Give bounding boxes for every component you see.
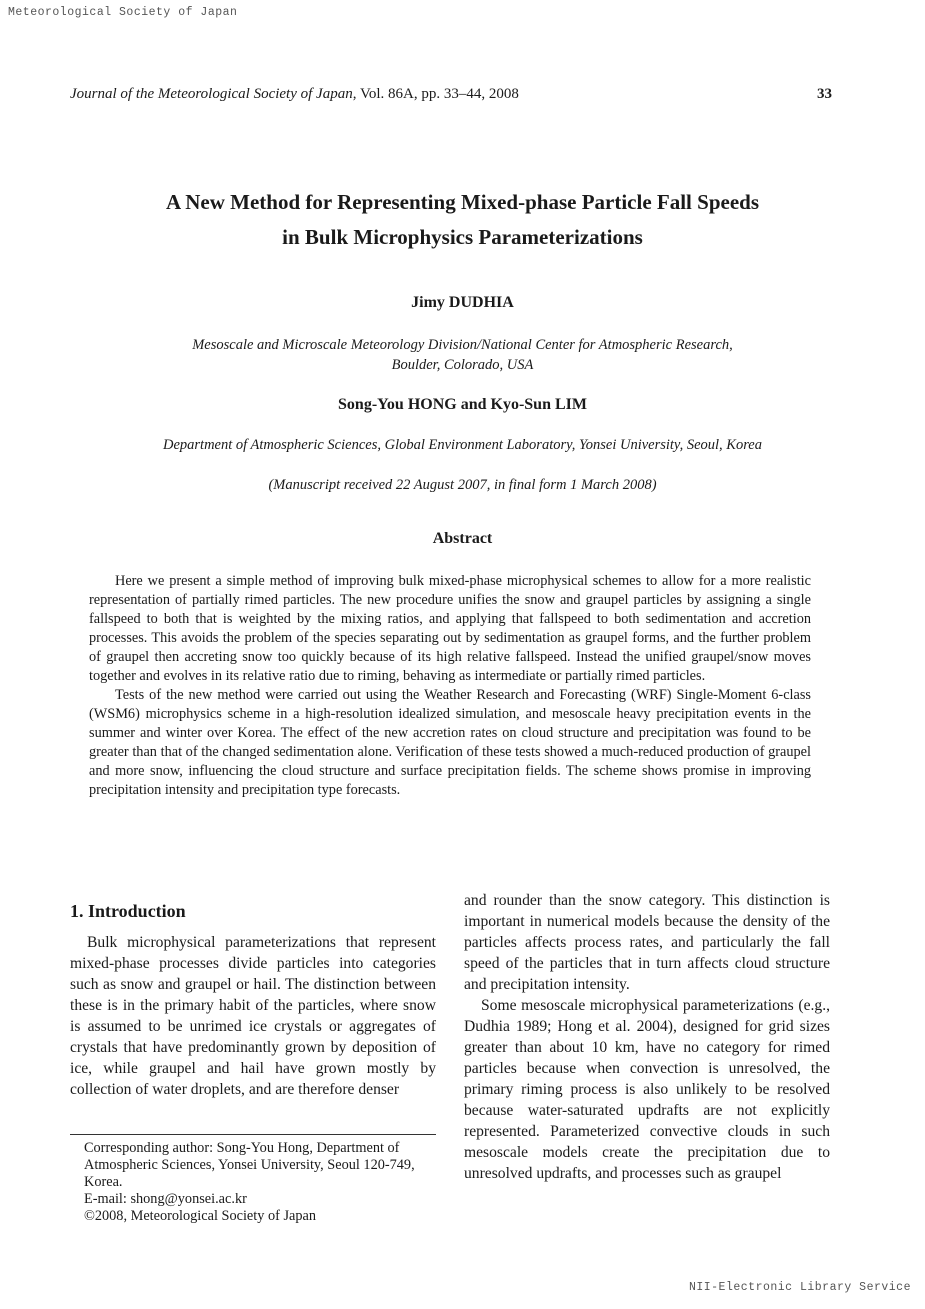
email: E-mail: shong@yonsei.ac.kr <box>84 1191 247 1207</box>
author-2: Song-You HONG and Kyo-Sun LIM <box>338 396 587 413</box>
body-paragraph: Some mesoscale microphysical parameterizations (e.g., Dudhia 1989; Hong et al. 2004), designed for grid sizes greater than about 10 km, have no category for rimed particles because when convection is unresolved, the primary riming process is also unlikely to be resolved because water-saturated updrafts are not explicitly represented. Parameterized convective clouds in such mesoscale models create the precipitation due to unresolved updrafts, and processes such as graupel <box>464 997 830 1182</box>
affiliation-1 <box>60 335 865 375</box>
watermark-bottom: NII-Electronic Library Service <box>688 1281 911 1294</box>
author-1: Jimy DUDHIA <box>411 294 514 311</box>
left-column <box>70 889 436 1100</box>
paper-title <box>60 185 865 255</box>
abstract-heading: Abstract <box>432 530 493 547</box>
body-paragraph: and rounder than the snow category. This distinction is important in numerical models because the density of the particles affects process rates, and particularly the fall speed of the particles that in turn affects cloud structure and precipitation intensity. <box>464 892 830 993</box>
watermark-top: Meteorological Society of Japan <box>8 6 238 19</box>
citation: , Vol. 86A, pp. 33–44, 2008 <box>352 86 519 102</box>
title-line-1: A New Method for Representing Mixed-phase Particle Fall Speeds <box>166 190 759 214</box>
affiliation-1-line-1: Mesoscale and Microscale Meteorology Division/National Center for Atmospheric Research, <box>192 337 733 353</box>
page-number: 33 <box>817 86 832 102</box>
running-head <box>70 86 832 103</box>
journal-name: Journal of the Meteorological Society of Japan <box>70 86 353 102</box>
corresponding-author: Corresponding author: Song-You Hong, Department of Atmospheric Sciences, Yonsei University, Seoul 120-749, Korea. <box>84 1140 415 1190</box>
section-heading: 1. Introduction <box>70 901 186 921</box>
title-line-2: in Bulk Microphysics Parameterizations <box>282 225 643 249</box>
affiliation-1-line-2: Boulder, Colorado, USA <box>391 357 534 373</box>
body-paragraph: Bulk microphysical parameterizations that represent mixed-phase processes divide particles into categories such as snow and graupel or hail. The distinction between these is in the primary habit of the particles, where snow is assumed to be unrimed ice crystals or aggregates of crystals that have predominantly grown by deposition of ice, while graupel and hail have grown mostly by collection of water droplets, and are therefore denser <box>70 934 436 1098</box>
copyright: ©2008, Meteorological Society of Japan <box>84 1208 317 1224</box>
footnote-divider <box>70 1134 436 1135</box>
abstract-paragraph: Tests of the new method were carried out using the Weather Research and Forecasting (WRF) Single-Moment 6-class (WSM6) microphysics scheme in a high-resolution idealized simulation, and mesoscale heavy precipitation events in the summer and winter over Korea. The effect of the new accretion rates on cloud structure and precipitation was found to be greater than that of the changed sedimentation alone. Verification of these tests showed a much-reduced production of graupel and more snow, influencing the cloud structure and surface precipitation fields. The scheme shows promise in improving precipitation intensity and precipitation type forecasts. <box>89 687 811 798</box>
affiliation-2: Department of Atmospheric Sciences, Global Environment Laboratory, Yonsei University, Seoul, Korea <box>162 437 762 453</box>
footnote <box>84 1140 436 1225</box>
abstract-paragraph: Here we present a simple method of improving bulk mixed-phase microphysical schemes to allow for a more realistic representation of partially rimed particles. The new procedure unifies the snow and graupel particles by assigning a single fallspeed to both that is weighted by the mixing ratios, and applying that fallspeed to both sedimentation and accretion processes. This avoids the problem of the species separating out by sedimentation as graupel forms, and the further problem of graupel then accreting snow too quickly because of its high relative fallspeed. Instead the unified graupel/snow moves together and evolves in its relative ratio due to riming, behaving as intermediate or partially rimed particles. <box>89 573 811 684</box>
right-column <box>464 890 830 1184</box>
manuscript-dates: (Manuscript received 22 August 2007, in final form 1 March 2008) <box>268 477 657 493</box>
abstract-body <box>89 572 811 800</box>
